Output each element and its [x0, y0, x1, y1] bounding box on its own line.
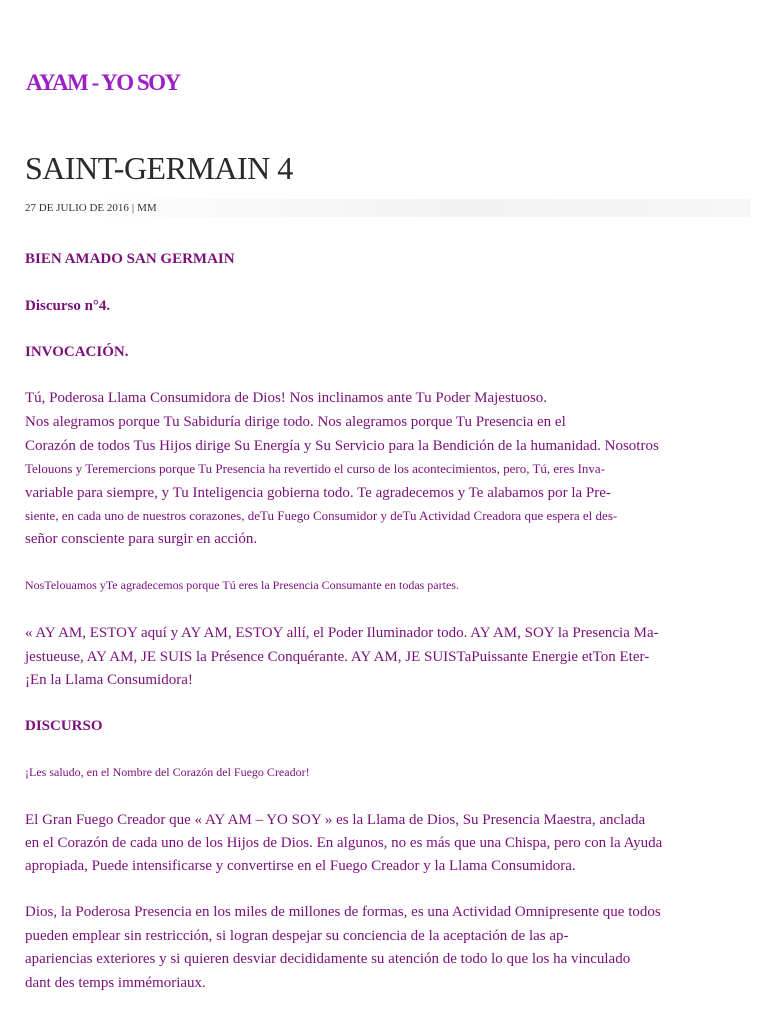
- paragraph-1-line: El Gran Fuego Creador que « AY AM – YO SOY » es la Llama de Dios, Su Presencia Maestra, anclada: [25, 812, 646, 828]
- heading-discurso: DISCURSO: [25, 718, 103, 734]
- invocation-line: Tú, Poderosa Llama Consumidora de Dios! Nos inclinamos ante Tu Poder Majestuoso.: [25, 390, 548, 406]
- post-title: SAINT-GERMAIN 4: [25, 150, 293, 186]
- invocation-line: variable para siempre, y Tu Inteligencia gobierna todo. Te agradecemos y Te alabamos por la Pre-: [25, 485, 611, 501]
- author-link[interactable]: MM: [137, 202, 157, 214]
- affirmation-line: « AY AM, ESTOY aquí y AY AM, ESTOY allí, el Poder Iluminador todo. AY AM, SOY la Presencia Ma-: [25, 625, 659, 641]
- paragraph-2-line: Dios, la Poderosa Presencia en los miles de millones de formas, es una Actividad Omnipresente que todos: [25, 904, 661, 920]
- greeting-line: ¡Les saludo, en el Nombre del Corazón del Fuego Creador!: [25, 765, 310, 779]
- invocation-line: señor consciente para surgir en acción.: [25, 531, 258, 547]
- invocation-line: Telouons y Teremercions porque Tu Presencia ha revertido el curso de los acontecimientos, pero, Tú, eres Inva-: [25, 461, 606, 476]
- affirmation-line: ¡En la Llama Consumidora!: [25, 672, 193, 688]
- heading-bien-amado: BIEN AMADO SAN GERMAIN: [25, 251, 235, 267]
- heading-invocacion: INVOCACIÓN.: [25, 344, 129, 360]
- heading-discurso-numero: Discurso n°4.: [25, 298, 111, 314]
- post-date: 27 DE JULIO DE 2016: [25, 202, 129, 214]
- paragraph-2-line: pueden emplear sin restricción, si logran despejar su conciencia de la aceptación de las ap-: [25, 928, 569, 944]
- affirmation-line: jestueuse, AY AM, JE SUIS la Présence Conquérante. AY AM, JE SUISTaPuissante Energie etTon Eter-: [25, 649, 650, 665]
- invocation-line: siente, en cada uno de nuestros corazones, deTu Fuego Consumidor y deTu Actividad Creadora que espera el des-: [25, 508, 618, 523]
- paragraph-1-line: apropiada, Puede intensificarse y convertirse en el Fuego Creador y la Llama Consumidora.: [25, 858, 576, 874]
- paragraph-1-line: en el Corazón de cada uno de los Hijos de Dios. En algunos, no es más que una Chispa, pero con la Ayuda: [25, 835, 663, 851]
- thanks-line: NosTelouamos yTe agradecemos porque Tú eres la Presencia Consumante en todas partes.: [25, 578, 459, 592]
- invocation-line: Nos alegramos porque Tu Sabiduría dirige todo. Nos alegramos porque Tu Presencia en el: [25, 414, 566, 430]
- paragraph-2-line: apariencias exteriores y si quieren desviar decididamente su atención de todo lo que los ha vinculado: [25, 951, 631, 967]
- meta-separator: |: [131, 202, 135, 214]
- paragraph-2-line: dant des temps immémoriaux.: [25, 975, 206, 991]
- post-meta: [25, 199, 750, 217]
- site-title-link[interactable]: AYAM - YO SOY: [26, 70, 180, 95]
- invocation-line: Corazón de todos Tus Hijos dirige Su Energía y Su Servicio para la Bendición de la humanidad. Nosotros: [25, 438, 659, 454]
